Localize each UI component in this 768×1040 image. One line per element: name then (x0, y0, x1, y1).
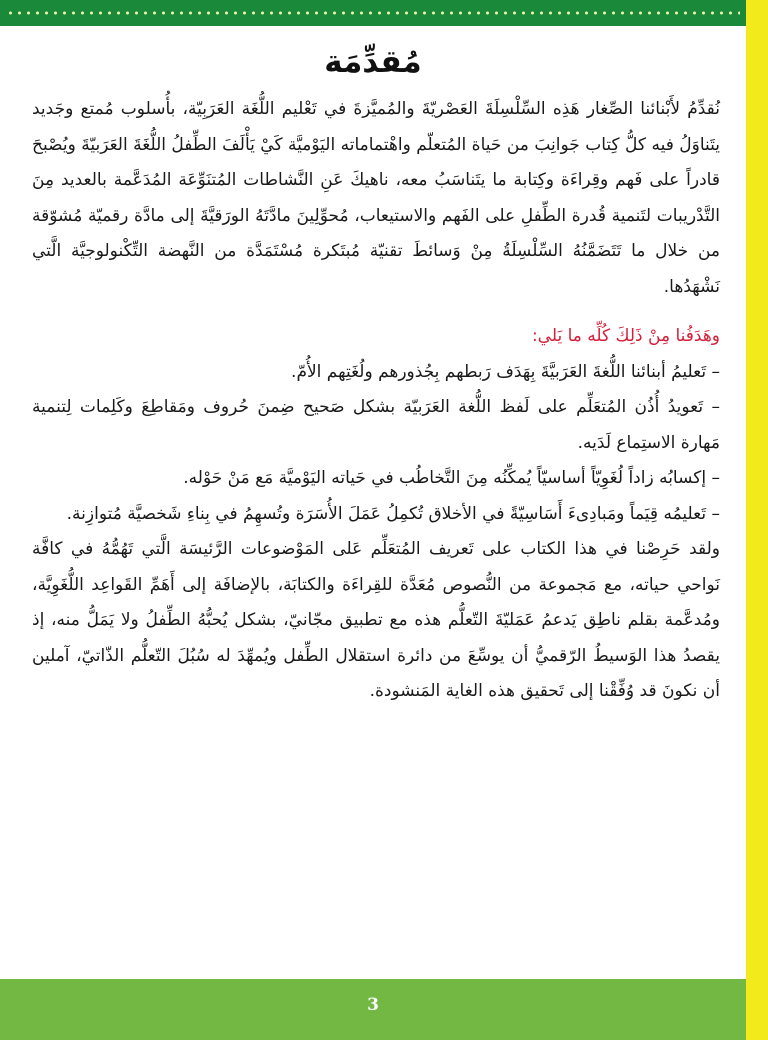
footer-band (0, 979, 746, 1040)
goal-item: – تَعليمُه قِيَماً ومَبادِىءَ أَسَاسِيّةً في الأخلاق تُكمِلُ عَمَلَ الأُسَرَة وتُسهِمُ في بِناءِ شَخصيَّة مُتوازِنة. (66, 503, 720, 524)
goal-item: – إكسابُه زاداً لُغَوِيّاً أساسيّاً يُمكِّنُه مِنَ التَّخاطُب في حَياته اليَوْميَّة مَع مَنْ حَوْله. (183, 468, 720, 488)
closing-paragraph: ولقد حَرِصْنا في هذا الكتاب على تَعريف المُتعَلِّم عَلى المَوْضوعات الرَّئيسَة الَّتي تَهُمُّهُ في كافَّة نَواحي حياته، مع مَجموعة من النُّصوص مُعَدَّة للقِراءَة والكتابَة، بالإضافَة إلى أَهَمِّ القَواعِد اللُّغَوِيَّة، ومُدعَّمة بقلم ناطِق يَدعمُ عَمَليّةَ التّعلُّم هذه مع تطبيق مجّانيّ، بشكل يُحبُّهُ الطِّفلُ ولا يَمَلُّ منه، إذ يقصدُ هذا الوَسيطُ الرّقميُّ أن يوسِّعَ من دائرة استقلال الطِّفل ويُمهِّدَ له سُبُلَ التّعلُّم الذّاتيّ، آملين أن نكونَ قد وُفِّقْنا إلى تَحقيق هذه الغاية المَنشودة. (32, 539, 720, 701)
page-number: 3 (367, 995, 379, 1015)
page-body (32, 92, 720, 710)
intro-paragraph: نُقدِّمُ لأَبْنائنا الصِّغار هَذِه السِّلْسِلَةَ العَصْريّةَ والمُميَّزةَ في تَعْليم اللُّغَة العَرَبِيّة، بأُسلوب مُمتع وجَديد يتَناوَلُ فيه كلُّ كِتاب جَوانِبَ من حَياة المُتعلّم واهْتماماته اليَوْميَّة كَيْ يَأْلَفَ الطِّفلُ اللُّغَةَ العَرَبيّةَ ويُصْبحَ قادراً على فَهم وقِراءَة وكِتابة ما يتَناسَبُ معه، ناهيكَ عَنِ النَّشاطات المُتنَوِّعَة المُدَعَّمة بالعديد مِنَ التَّدْريبات لتَنمية قُدرة الطِّفلِ على الفَهم والاستيعاب، مُحوِّلِينَ مادَّتَهُ الورَقيَّةَ إلى مادَّة رقميّة مُشوّقة من خلال ما تَتَضَمَّنُهُ السِّلْسِلَةُ مِنْ وَسائطَ تقنيّة مُبتَكرة مُسْتَمَدَّة من النَّهضة التِّكْنولوجيَّة الَّتي نَشْهَدُها. (32, 99, 720, 297)
page-title: مُقدِّمَة (324, 44, 422, 80)
goals-list (32, 355, 720, 533)
dotted-line-decoration (6, 11, 740, 15)
goals-heading: وهَدَفُنا مِنْ ذَلِكَ كُلِّه ما يَلي: (531, 326, 720, 346)
goal-item: – تَعويدُ أُذُن المُتعَلِّم على لَفظ اللُّغة العَرَبيّة بشكل صَحيح ضِمنَ حُروف ومَقاطِعَ وكَلِمات لِتنمية مَهارة الاستِماع لَدَيه. (32, 397, 720, 453)
side-decorative-band (746, 0, 768, 1040)
goal-item: – تَعليمُ أبنائنا اللُّغةَ العَرَبيَّةَ بِهَدَف رَبطهم بِجُذورهم ولُغَتِهم الأُمّ. (291, 361, 720, 382)
top-decorative-band (0, 0, 746, 26)
